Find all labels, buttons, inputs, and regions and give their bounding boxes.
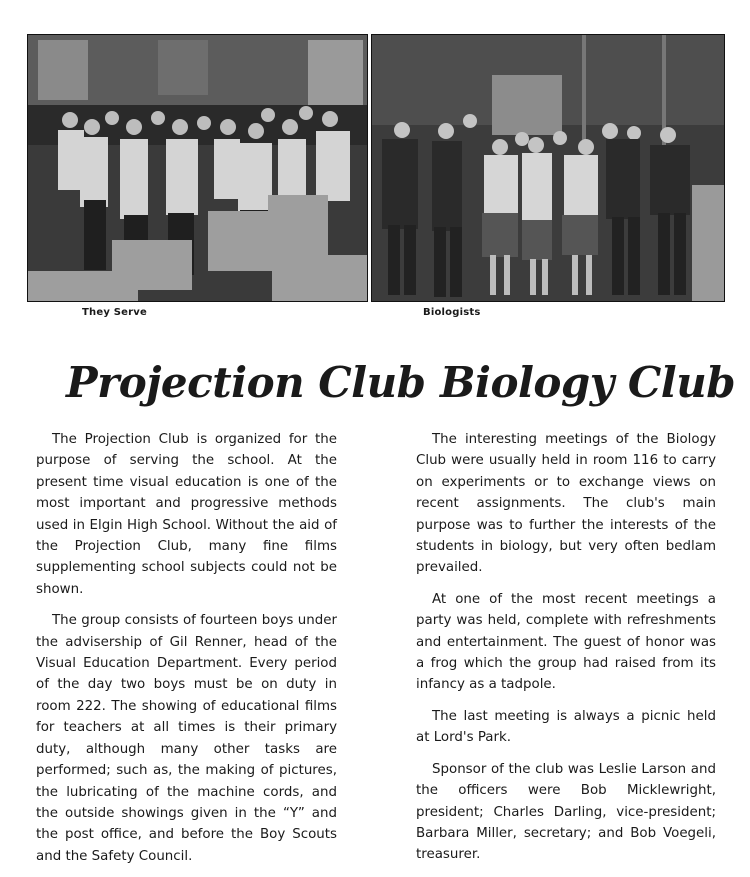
biology-paragraph: The interesting meetings of the Biology Club were usually held in room 116 to carry on experiments or to exchange views on recent assignments. The club's main purpose was to further the interests of the students in biology, but very often bedlam prevailed. — [416, 432, 716, 576]
biology-paragraph: The last meeting is always a picnic held at Lord's Park. — [416, 708, 716, 746]
projection-club-article — [36, 429, 337, 877]
biology-club-title: Biology Club — [440, 358, 736, 407]
biology-photo-caption: Biologists — [423, 307, 481, 318]
projection-club-photo-image — [28, 35, 367, 301]
biology-paragraph: Sponsor of the club was Leslie Larson and the officers were Bob Micklewright, president; Charles Darling, vice-president; Barbara Miller, secretary; and Bob Voegeli, treasurer. — [416, 761, 716, 863]
biology-club-photo — [371, 34, 725, 302]
projection-club-photo — [27, 34, 368, 302]
projection-club-title: Projection Club — [66, 358, 426, 407]
biology-club-article — [416, 429, 716, 876]
projection-photo-caption: They Serve — [82, 307, 147, 318]
projection-paragraph: The Projection Club is organized for the purpose of serving the school. At the present time visual education is one of the most important and progressive methods used in Elgin High School. Without the aid of the Projection Club, many fine films supplementing school subjects could not be shown. — [36, 432, 337, 597]
projection-paragraph: The group consists of fourteen boys under the advisership of Gil Renner, head of the Visual Education Department. Every period of the day two boys must be on duty in room 222. The showing of educational films for teachers at all times is their primary duty, although many other tasks are performed; such as, the making of pictures, the lubricating of the machine cords, and the outside showings given in the “Y” and the post office, and before the Boy Scouts and the Safety Council. — [36, 613, 337, 864]
biology-paragraph: At one of the most recent meetings a party was held, complete with refreshments and entertainment. The guest of honor was a frog which the group had raised from its infancy as a tadpole. — [416, 591, 716, 693]
biology-club-photo-image — [372, 35, 724, 301]
